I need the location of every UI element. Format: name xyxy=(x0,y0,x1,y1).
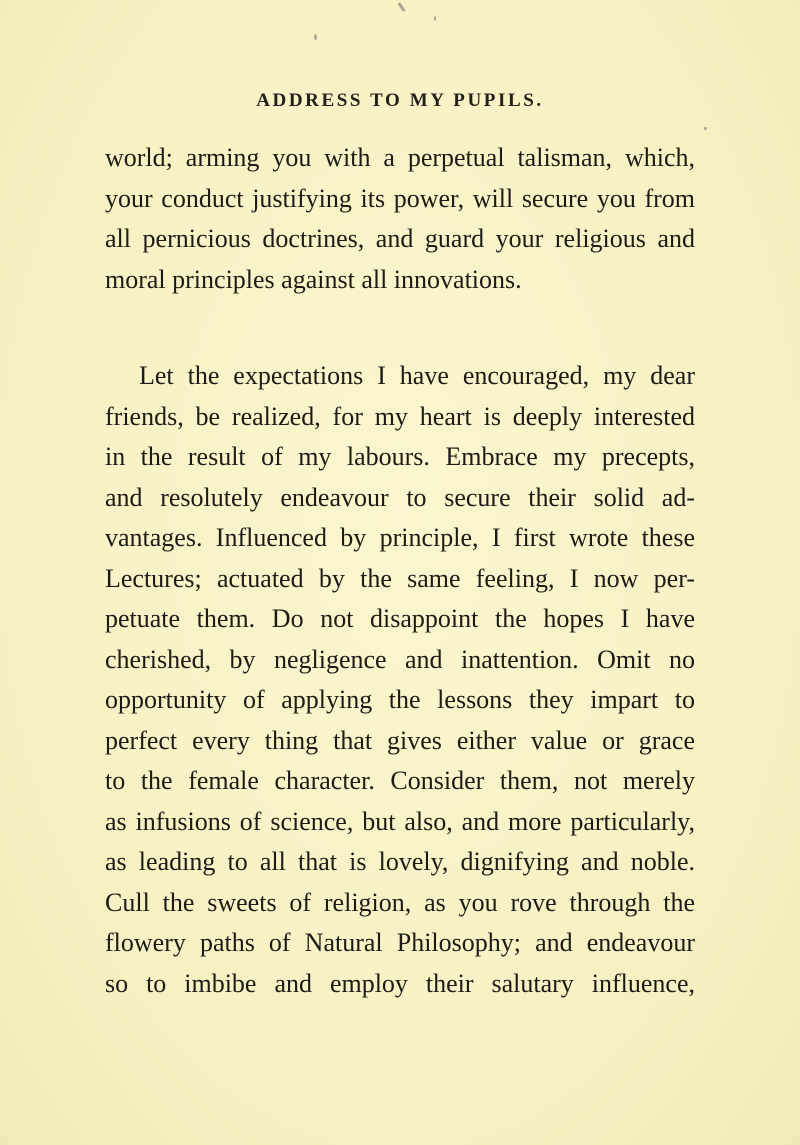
text-line: perfect every thing that gives either value or grace xyxy=(105,725,695,755)
text-line: friends, be realized, for my heart is deeply interested xyxy=(105,401,695,431)
text-line: petuate them. Do not disappoint the hopes I have xyxy=(105,604,695,633)
text-line: in the result of my labours. Embrace my precepts, xyxy=(105,442,695,471)
text-line: your conduct justifying its power, will secure you from xyxy=(105,183,695,213)
text-line: Lectures; actuated by the same feeling, I now per- xyxy=(105,563,695,593)
ink-speck xyxy=(397,2,405,12)
text-line: and resolutely endeavour to secure their solid ad- xyxy=(105,482,695,512)
text-line: cherished, by negligence and inattention. Omit no xyxy=(105,644,695,674)
ink-speck xyxy=(704,127,707,130)
text-line: all pernicious doctrines, and guard your religious and xyxy=(105,224,695,253)
text-line: world; arming you with a perpetual talisman, which, xyxy=(105,143,695,172)
ink-speck xyxy=(434,16,436,21)
text-line: opportunity of applying the lessons they impart to xyxy=(105,685,695,714)
text-line: to the female character. Consider them, not merely xyxy=(105,766,695,795)
paragraph xyxy=(105,356,695,1004)
text-line: as leading to all that is lovely, dignifying and noble. xyxy=(105,847,695,876)
text-line: vantages. Influenced by principle, I first wrote these xyxy=(105,523,695,552)
text-line: Cull the sweets of religion, as you rove through the xyxy=(105,887,695,917)
text-line: so to imbibe and employ their salutary influence, xyxy=(105,968,695,998)
text-line: Let the expectations I have encouraged, my dear xyxy=(139,361,695,390)
text-line: flowery paths of Natural Philosophy; and endeavour xyxy=(105,928,695,957)
body-text xyxy=(105,138,695,1004)
running-head: ADDRESS TO MY PUPILS. xyxy=(256,90,544,111)
paragraph xyxy=(105,138,695,300)
ink-speck xyxy=(314,34,317,40)
text-line: as infusions of science, but also, and more particularly, xyxy=(105,806,695,836)
text-line: moral principles against all innovations. xyxy=(105,264,522,294)
paragraph-gap xyxy=(105,300,695,356)
